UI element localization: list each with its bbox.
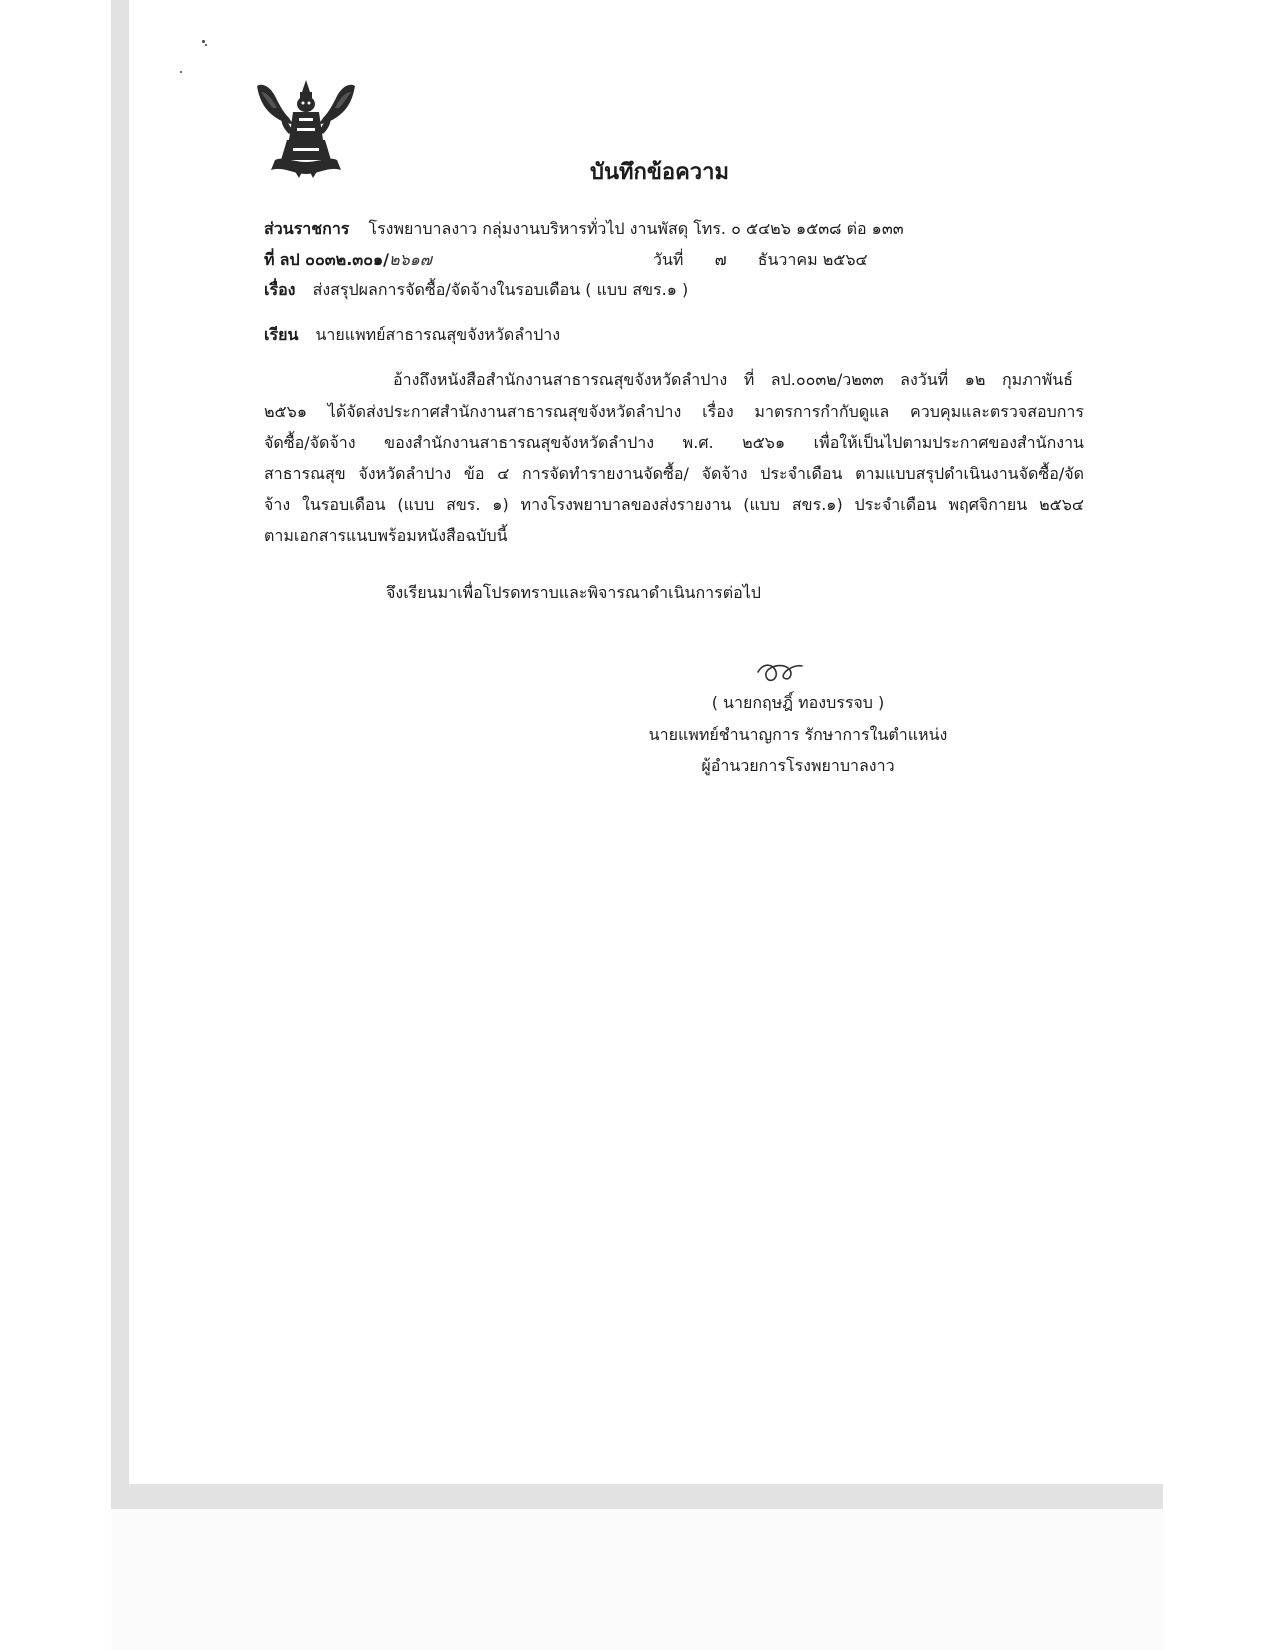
reference-line — [264, 250, 432, 270]
subject-label: เรื่อง — [264, 280, 296, 299]
signatory-title: ผู้อำนวยการโรงพยาบาลงาว — [701, 756, 895, 775]
body-line: ๒๕๖๑ ได้จัดส่งประกาศสำนักงานสาธารณสุขจังหวัดลำปาง เรื่อง มาตรการกำกับดูแล ควบคุมและตรวจสอบการ — [264, 402, 1084, 421]
addressee-value: นายแพทย์สาธารณสุขจังหวัดลำปาง — [315, 325, 561, 344]
agency-value: โรงพยาบาลงาว กลุ่มงานบริหารทั่วไป งานพัสดุ โทร. ๐ ๕๔๒๖ ๑๕๓๘ ต่อ ๑๓๓ — [368, 219, 904, 238]
agency-line — [264, 219, 904, 239]
agency-label: ส่วนราชการ — [264, 219, 350, 238]
reference-value: ลป ๐๐๓๒.๓๐๑/ — [279, 250, 389, 269]
body-line: จ้าง ในรอบเดือน (แบบ สขร. ๑) ทางโรงพยาบาลของส่งรายงาน (แบบ สขร.๑) ประจำเดือน พฤศจิกายน ๒๕๖๔ — [264, 495, 1084, 514]
reference-handwritten-number: ๒๖๑๗ — [388, 250, 432, 269]
addressee-label: เรียน — [264, 325, 299, 344]
handwritten-signature — [754, 658, 806, 688]
page-bottom-area — [111, 1509, 1163, 1650]
body-line: สาธารณสุข จังหวัดลำปาง ข้อ ๔ การจัดทำรายงานจัดซื้อ/ จัดจ้าง ประจำเดือน ตามแบบสรุปดำเนินงานจัดซื้อ/จัด — [264, 464, 1084, 483]
signatory-position: นายแพทย์ชำนาญการ รักษาการในตำแหน่ง — [648, 725, 948, 744]
date-month-year: ธันวาคม ๒๕๖๔ — [757, 250, 868, 269]
subject-value: ส่งสรุปผลการจัดซื้อ/จัดจ้างในรอบเดือน ( แบบ สขร.๑ ) — [312, 280, 689, 299]
reference-label: ที่ — [264, 250, 275, 269]
scan-speck — [180, 71, 182, 73]
body-line: อ้างถึงหนังสือสำนักงานสาธารณสุขจังหวัดลำปาง ที่ ลป.๐๐๓๒/ว๒๓๓ ลงวันที่ ๑๒ กุมภาพันธ์ — [393, 370, 1073, 389]
date-label: วันที่ — [653, 250, 684, 269]
garuda-emblem-icon — [253, 78, 359, 178]
body-line: จัดซื้อ/จัดจ้าง ของสำนักงานสาธารณสุขจังหวัดลำปาง พ.ศ. ๒๕๖๑ เพื่อให้เป็นไปตามประกาศของสำนักงาน — [264, 433, 1084, 452]
date-day: ๗ — [714, 250, 727, 269]
subject-line — [264, 280, 688, 300]
closing-line: จึงเรียนมาเพื่อโปรดทราบและพิจารณาดำเนินการต่อไป — [386, 583, 761, 602]
scan-speck — [202, 40, 205, 43]
signatory-name: ( นายกฤษฎิ์ ทองบรรจบ ) — [711, 693, 885, 712]
scanned-sheet-edge — [111, 0, 1163, 1509]
date-line — [653, 250, 868, 270]
scan-speck — [205, 44, 207, 46]
paper-sheet — [129, 0, 1163, 1484]
memo-title: บันทึกข้อความ — [590, 160, 730, 185]
body-line: ตามเอกสารแนบพร้อมหนังสือฉบับนี้ — [264, 526, 508, 545]
addressee-line — [264, 325, 560, 345]
